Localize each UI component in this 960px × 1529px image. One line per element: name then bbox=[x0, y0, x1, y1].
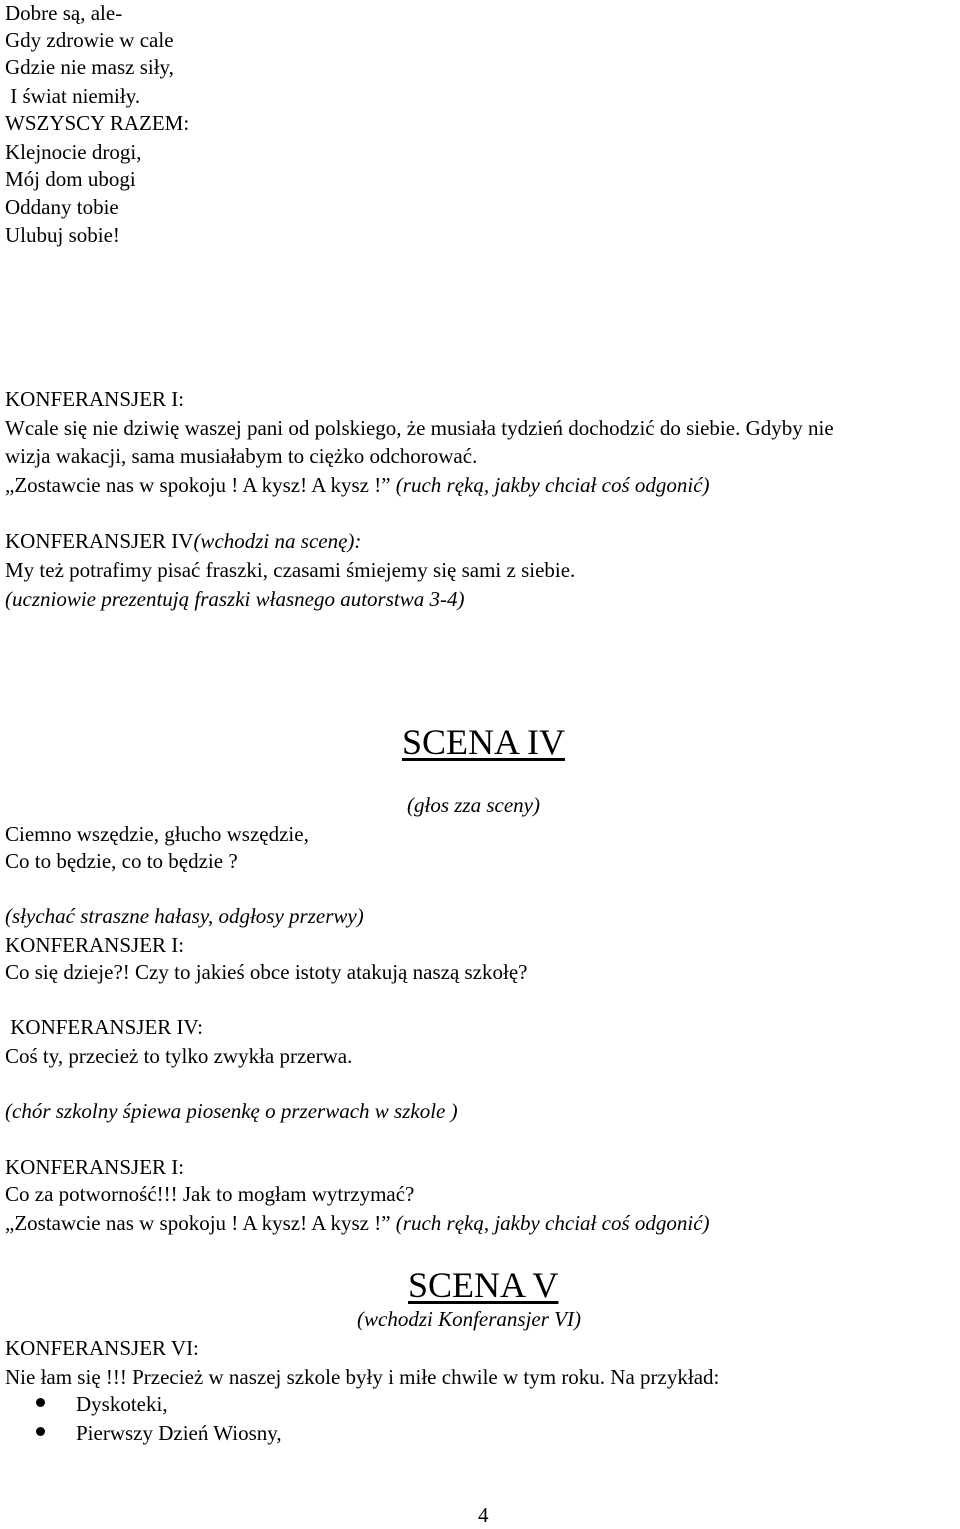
poem-line: Mój dom ubogi bbox=[5, 167, 136, 191]
stage-direction: (chór szkolny śpiewa piosenkę o przerwach w szkole ) bbox=[5, 1099, 458, 1123]
dialogue-line: Nie łam się !!! Przecież w naszej szkole były i miłe chwile w tym roku. Na przykład: bbox=[5, 1365, 720, 1389]
list-item: Pierwszy Dzień Wiosny, bbox=[76, 1421, 282, 1445]
dialogue-line: My też potrafimy pisać fraszki, czasami śmiejemy się sami z siebie. bbox=[5, 558, 576, 582]
speaker-label bbox=[5, 528, 361, 554]
dialogue-quote-line bbox=[5, 1210, 710, 1236]
dialogue-line: Co za potworność!!! Jak to mogłam wytrzymać? bbox=[5, 1182, 415, 1206]
page-number: 4 bbox=[478, 1503, 489, 1527]
speaker-label: KONFERANSJER IV: bbox=[5, 1015, 203, 1039]
stage-direction: (wchodzi na scenę): bbox=[193, 529, 362, 553]
poem-line: Gdy zdrowie w cale bbox=[5, 28, 174, 52]
quote: „Zostawcie nas w spokoju ! A kysz! A kysz !” bbox=[5, 1211, 391, 1235]
poem-line: Dobre są, ale- bbox=[5, 1, 123, 25]
dialogue-line: Wcale się nie dziwię waszej pani od polskiego, że musiała tydzień dochodzić do siebie. Gdyby nie bbox=[5, 416, 834, 440]
poem-line: Klejnocie drogi, bbox=[5, 140, 142, 164]
dialogue-line: Co to będzie, co to będzie ? bbox=[5, 849, 238, 873]
speaker-label: KONFERANSJER I: bbox=[5, 1155, 185, 1179]
dialogue-line: Co się dzieje?! Czy to jakieś obce istoty atakują naszą szkołę? bbox=[5, 960, 528, 984]
dialogue-line: Coś ty, przecież to tylko zwykła przerwa. bbox=[5, 1044, 353, 1068]
stage-direction: (ruch ręką, jakby chciał coś odgonić) bbox=[395, 1211, 710, 1235]
speaker-label: KONFERANSJER VI: bbox=[5, 1336, 199, 1360]
speaker-label: KONFERANSJER I: bbox=[5, 933, 185, 957]
dialogue-line: wizja wakacji, sama musiałabym to ciężko odchorować. bbox=[5, 444, 478, 468]
poem-line: Oddany tobie bbox=[5, 195, 119, 219]
stage-direction: (głos zza sceny) bbox=[407, 793, 540, 817]
dialogue-line: Ciemno wszędzie, głucho wszędzie, bbox=[5, 822, 309, 846]
stage-direction: (wchodzi Konferansjer VI) bbox=[357, 1307, 581, 1331]
dialogue-quote-line bbox=[5, 472, 710, 498]
stage-direction: (ruch ręką, jakby chciał coś odgonić) bbox=[395, 473, 710, 497]
speaker-label: WSZYSCY RAZEM: bbox=[5, 111, 190, 135]
quote: „Zostawcie nas w spokoju ! A kysz! A kysz !” bbox=[5, 473, 391, 497]
speaker-label: KONFERANSJER I: bbox=[5, 387, 185, 411]
poem-line: Gdzie nie masz siły, bbox=[5, 55, 174, 79]
bullet-icon bbox=[36, 1398, 45, 1407]
poem-line: I świat niemiły. bbox=[5, 84, 141, 108]
stage-direction: (uczniowie prezentują fraszki własnego autorstwa 3-4) bbox=[5, 587, 465, 611]
list-item: Dyskoteki, bbox=[76, 1392, 168, 1416]
scene-title: SCENA V bbox=[408, 1265, 559, 1305]
poem-line: Ulubuj sobie! bbox=[5, 223, 120, 247]
bullet-icon bbox=[36, 1427, 45, 1436]
speaker-name: KONFERANSJER IV bbox=[5, 529, 194, 553]
stage-direction: (słychać straszne hałasy, odgłosy przerwy) bbox=[5, 904, 364, 928]
scene-title: SCENA IV bbox=[402, 722, 566, 762]
